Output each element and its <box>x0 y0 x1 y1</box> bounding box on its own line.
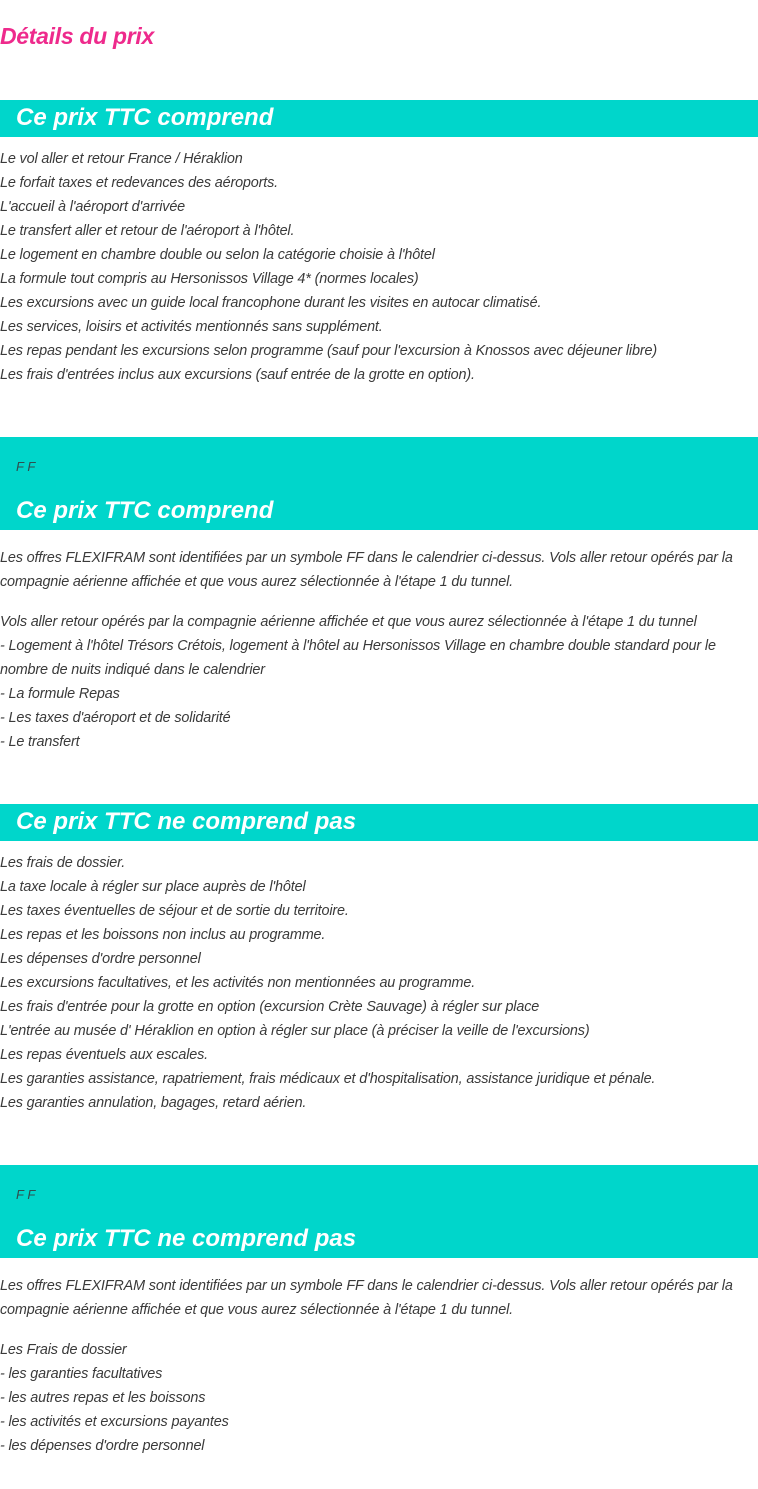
list-item: La formule tout compris au Hersonissos Village 4* (normes locales) <box>0 271 419 287</box>
list-item: Les repas pendant les excursions selon programme (sauf pour l'excursion à Knossos avec déjeuner libre) <box>0 343 657 359</box>
list-item: - Le transfert <box>0 734 80 750</box>
section-heading: Ce prix TTC ne comprend pas <box>16 1225 357 1252</box>
section-heading: Ce prix TTC comprend <box>16 497 274 524</box>
list-item: La taxe locale à régler sur place auprès de l'hôtel <box>0 879 306 895</box>
list-item: Les taxes éventuelles de séjour et de sortie du territoire. <box>0 903 349 919</box>
list-item: - Logement à l'hôtel Trésors Crétois, logement à l'hôtel au Hersonissos Village en chambre double standard pour le nombre de nuits indiqué dans le calendrier <box>0 638 716 678</box>
section-header-flexifram-includes <box>0 437 758 530</box>
list-item: Les excursions avec un guide local francophone durant les visites en autocar climatisé. <box>0 295 542 311</box>
flexifram-includes-list <box>0 610 745 754</box>
list-item: L'accueil à l'aéroport d'arrivée <box>0 199 186 215</box>
list-item: - les activités et excursions payantes <box>0 1414 229 1430</box>
section-heading: Ce prix TTC comprend <box>16 104 274 131</box>
flexifram-excludes-list <box>0 1338 745 1458</box>
page-title: Détails du prix <box>0 23 154 49</box>
list-item: Vols aller retour opérés par la compagnie aérienne affichée et que vous aurez sélectionnée à l'étape 1 du tunnel <box>0 614 697 630</box>
list-item: Les dépenses d'ordre personnel <box>0 951 201 967</box>
excludes-list <box>0 851 655 1115</box>
includes-list <box>0 147 657 387</box>
list-item: - Les taxes d'aéroport et de solidarité <box>0 710 231 726</box>
ff-tag: F F <box>16 459 36 474</box>
list-item: - La formule Repas <box>0 686 120 702</box>
list-item: Le vol aller et retour France / Héraklion <box>0 151 243 167</box>
list-item: Les frais d'entrée pour la grotte en option (excursion Crète Sauvage) à régler sur place <box>0 999 540 1015</box>
ff-tag: F F <box>16 1187 36 1202</box>
list-item: - les autres repas et les boissons <box>0 1390 206 1406</box>
list-item: L'entrée au musée d' Héraklion en option à régler sur place (à préciser la veille de l'excursions) <box>0 1023 590 1039</box>
flexifram-intro: Les offres FLEXIFRAM sont identifiées par un symbole FF dans le calendrier ci-dessus. Vols aller retour opérés par la compagnie aérienne affichée et que vous aurez sélectionnée à l'étape 1 du tunnel. <box>0 1278 733 1318</box>
list-item: Les garanties annulation, bagages, retard aérien. <box>0 1095 307 1111</box>
section-heading: Ce prix TTC ne comprend pas <box>16 808 357 835</box>
list-item: Le logement en chambre double ou selon la catégorie choisie à l'hôtel <box>0 247 435 263</box>
list-item: Les Frais de dossier <box>0 1342 127 1358</box>
section-header-excludes <box>0 804 758 841</box>
list-item: Les frais d'entrées inclus aux excursions (sauf entrée de la grotte en option). <box>0 367 475 383</box>
list-item: Les frais de dossier. <box>0 855 126 871</box>
section-header-flexifram-excludes <box>0 1165 758 1258</box>
list-item: Les repas éventuels aux escales. <box>0 1047 208 1063</box>
list-item: Les garanties assistance, rapatriement, frais médicaux et d'hospitalisation, assistance juridique et pénale. <box>0 1071 656 1087</box>
list-item: Le transfert aller et retour de l'aéroport à l'hôtel. <box>0 223 295 239</box>
list-item: - les dépenses d'ordre personnel <box>0 1438 205 1454</box>
flexifram-intro: Les offres FLEXIFRAM sont identifiées par un symbole FF dans le calendrier ci-dessus. Vols aller retour opérés par la compagnie aérienne affichée et que vous aurez sélectionnée à l'étape 1 du tunnel. <box>0 550 733 590</box>
list-item: Les services, loisirs et activités mentionnés sans supplément. <box>0 319 383 335</box>
section-header-includes <box>0 100 758 137</box>
list-item: Les excursions facultatives, et les activités non mentionnées au programme. <box>0 975 476 991</box>
list-item: Le forfait taxes et redevances des aéroports. <box>0 175 279 191</box>
list-item: Les repas et les boissons non inclus au programme. <box>0 927 326 943</box>
list-item: - les garanties facultatives <box>0 1366 163 1382</box>
